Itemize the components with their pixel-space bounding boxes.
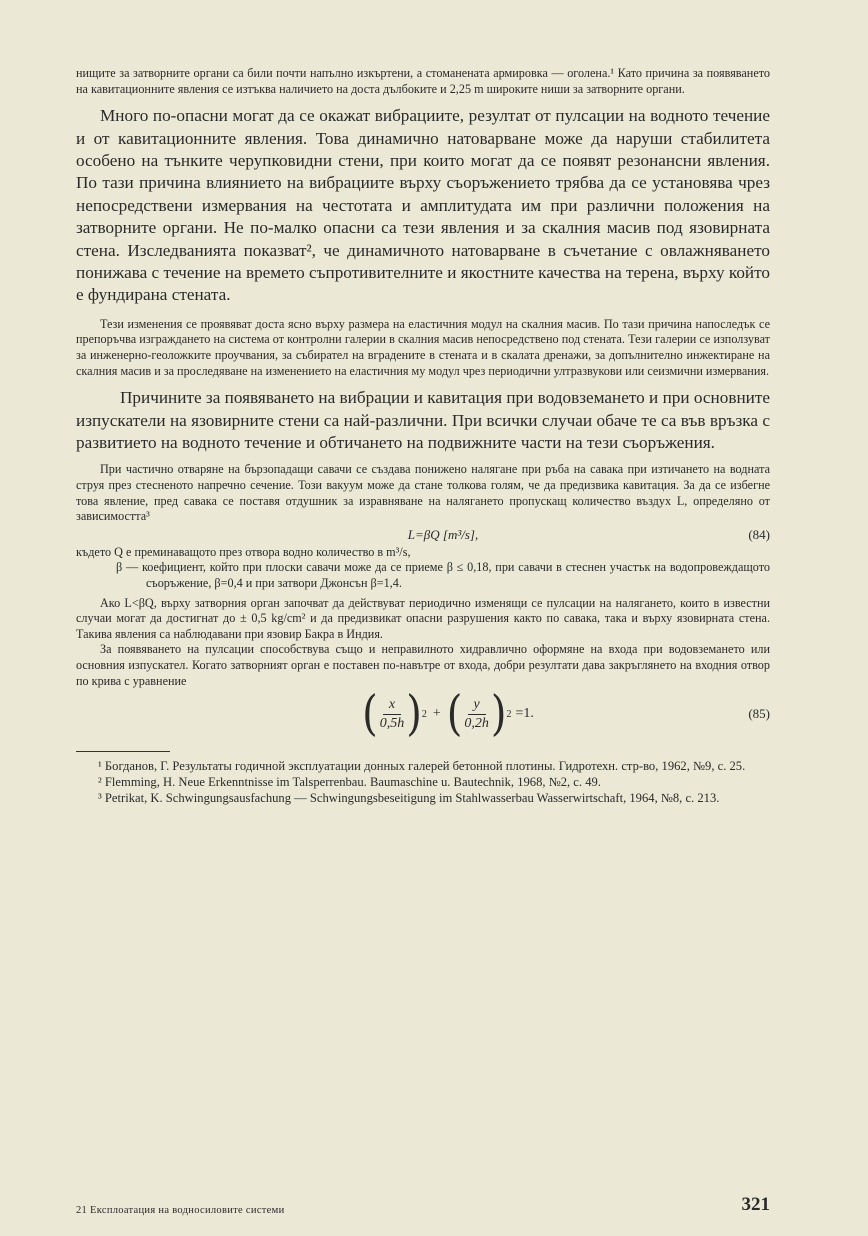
small-paragraph-gates: При частично отваряне на бързопадащи савачи се създава понижено налягане при ръба на савака при изтичането на водната струя през стесненото напречно сечение. Този вакуум може да стане толкова голям, че да предизвика кавитация. За да се избегне това явление, пред савака се поставя отдушник за изравняване на налягането пропускащ количество въздух L, определяно от зависимостта³ (76, 462, 770, 524)
footnote-3: ³ Petrikat, K. Schwingungsausfachung — Schwingungsbeseitigung im Stahlwasserbau Wasserwirtschaft, 1964, №8, с. 213. (98, 791, 720, 806)
small-paragraph-elastic-modulus: Тези изменения се проявяват доста ясно върху размера на еластичния модул на скалния масив. По тази причина напоследък се препоръчва изграждането на система от контролни галерии в скалния масив непосредствено под стената. Тези галерии се използуват за инженерно-геоложките проучвания, за събирател на вградените в стената и в скалата дренажи, за допълнително инжектиране на скалния масив и за проследяване на изменението на еластичния му модул чрез периодични ултразвукови или сеизмични измервания. (76, 316, 770, 378)
main-paragraph: Много по-опасни могат да се окажат вибрациите, резултат от пулсации на водното течение и от кавитационните явления. Това динамично натоварване може да наруши стабилитета особено на тънките черупковидни стени, при които могат да се появят резонансни явления. По тази причина влиянието на вибрациите върху съоръжението трябва да се установява чрез непосредствени измервания на честотата и амплитудата им при различни положения на затворните органи. Не по-малко опасни са тези явления и за скалния масив под язовирната стена. Изследванията показват², че динамичното натоварване в съчетание с овлажняването понижава с течение на времето съпротивителните и якостните качества на терена, върху който е фундирана стената. (76, 106, 770, 305)
small-paragraph-inlet: За появяването на пулсации способствува също и неправилното хидравлично оформяне на входа при водовземането или основния изпускател. Когато затворният орган е поставен по-навътре от входа, добри резултати дава закръглянето на входния отвор по крива с уравнение (76, 642, 770, 688)
footnote-divider (76, 751, 170, 752)
footnote-1: ¹ Богданов, Г. Результаты годичной эксплуатации донных галерей бетонной плотины. Гидротехн. стр-во, 1962, №9, с. 25. (98, 759, 746, 774)
top-paragraph: нищите за затворните органи са били почти напълно изкъртени, а стоманената армировка — оголена.¹ Като причина за появяването на кавитационните явления се изтъква наличието на доста дълбоките и 2,25 m широките ниши за затворните органи. (76, 66, 770, 96)
equation-85 (76, 686, 770, 742)
equation-84-formula: L=βQ [m³/s], (407, 526, 479, 542)
equation-84-number: (84) (748, 526, 770, 542)
footnote-2: ² Flemming, H. Neue Erkenntnisse im Talsperrenbau. Baumaschine u. Bautechnik, 1968, №2, с. 49. (98, 775, 601, 790)
footer-signature: 21 Експлоатация на водносиловите системи (76, 1205, 285, 1216)
book-page (76, 66, 770, 1216)
section-heading-paragraph: Причините за появяването на вибрации и кавитация при водовземането и при основните изпускатели на язовирните стени са най-различни. При всички случаи обаче те са във връзка с развитието на водното течение и обтичането на подвижните части на тези съоръжения. (76, 388, 770, 453)
fraction-x: $\frac{x}{0,5h}$ (379, 696, 405, 731)
fraction-y: $\frac{y}{0,2h}$ (464, 696, 489, 731)
where-list (76, 545, 770, 592)
page-footer (76, 1194, 770, 1216)
equation-85-formula: ( $\frac{x}{0,5h}$ ) 2 + ( $\frac{y}{0,2h}$ ) 2 =1. (362, 686, 534, 742)
where-q: където Q е преминаващото през отвора водно количество в m³/s, (76, 544, 411, 559)
equation-85-number: (85) (748, 706, 770, 722)
small-paragraph-pulsations: Ако L<βQ, върху затворния орган започват да действуват периодично изменящи се пулсации на налягането, които в известни случаи могат да достигнат до ± 0,5 kg/cm² и да предизвикат опасни разрушения както по савака, така и върху язовирната стена. Такива явления са наблюдавани при язовир Бакра в Индия. (76, 595, 770, 641)
where-beta: β — коефициент, който при плоски савачи може да се приеме β ≤ 0,18, при савачи в стеснен участък на водопровеждащото съоръжение, β=0,4 и при затвори Джонсън β=1,4. (116, 560, 770, 590)
page-number: 321 (741, 1194, 770, 1215)
equation-84 (76, 525, 770, 545)
footnotes (76, 758, 770, 806)
